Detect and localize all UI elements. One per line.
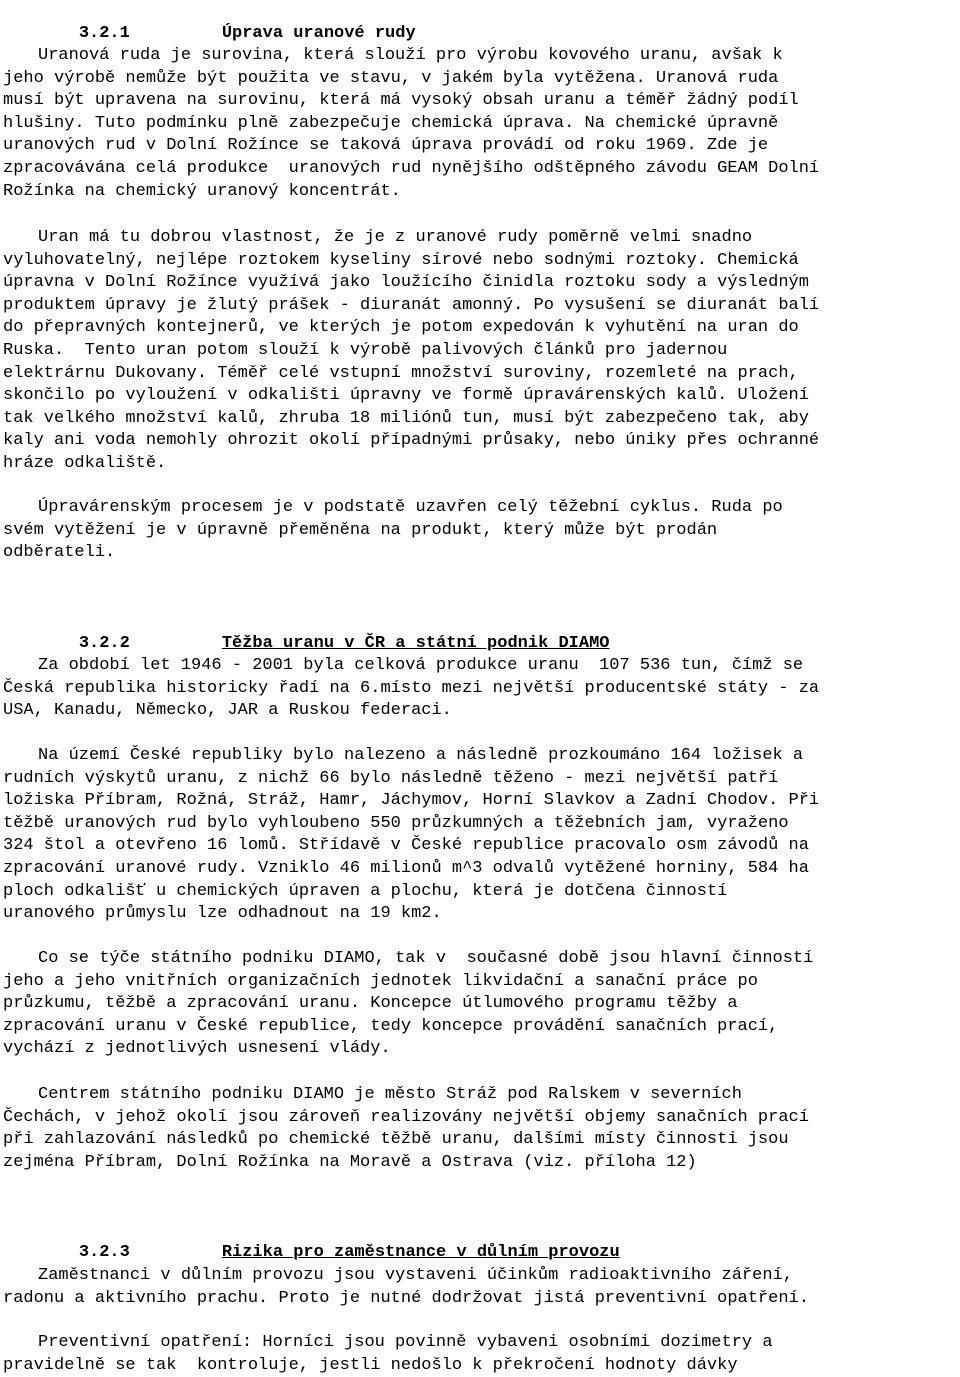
text-line: průzkumu, těžbě a zpracování uranu. Koncepce útlumového programu těžby a (3, 994, 738, 1014)
text-line: při zahlazování následků po chemické těžbě uranu, dalšími místy činnosti jsou (3, 1130, 789, 1150)
paragraph (3, 948, 813, 1061)
text-line: Uranová ruda je surovina, která slouží pro výrobu kovového uranu, avšak k (38, 46, 783, 65)
paragraph (3, 655, 819, 723)
section-title: Úprava uranové rudy (221, 23, 416, 43)
text-line: uranového průmyslu lze odhadnout na 19 km2. (3, 904, 442, 924)
text-line: odběrateli. (3, 543, 116, 563)
text-line: radonu a aktivního prachu. Proto je nutné dodržovat jistá preventivní opatření. (3, 1288, 809, 1308)
text-line: Uran má tu dobrou vlastnost, že je z uranové rudy poměrně velmi snadno (38, 228, 753, 247)
text-line: zpracovávána celá produkce uranových rud nynějšího odštěpného závodu GEAM Dolní (3, 158, 820, 178)
text-line: ploch odkališť u chemických úpraven a plochu, která je dotčena činností (3, 881, 728, 901)
text-line: ložiska Příbram, Rožná, Stráž, Hamr, Jáchymov, Horní Slavkov a Zadní Chodov. Při (3, 791, 820, 811)
text-line: Co se týče státního podniku DIAMO, tak v současné době jsou hlavní činností (38, 949, 814, 968)
text-line: Centrem státního podniku DIAMO je město Stráž pod Ralskem v severních (38, 1085, 742, 1104)
text-line: Čechách, v jehož okolí jsou zároveň realizovány největší objemy sanačních prací (3, 1107, 809, 1127)
text-line: vyluhovatelný, nejlépe roztokem kyseliny sírové nebo sodnými roztoky. Chemická (3, 250, 799, 270)
paragraph (3, 1265, 809, 1310)
text-line: svém vytěžení je v úpravně přeměněna na produkt, který může být prodán (3, 520, 718, 540)
text-line: Zaměstnanci v důlním provozu jsou vystaveni účinkům radioaktivního záření, (38, 1266, 793, 1285)
text-line: 324 štol a otevřeno 16 lomů. Střídavě v České republice pracovalo osm závodů na (3, 836, 809, 856)
section-number: 3.2.3 (78, 1242, 130, 1262)
paragraph (3, 497, 783, 565)
paragraph (3, 227, 819, 476)
text-line: Česká republika historicky řadí na 6.místo mezi největší producentské státy - za (3, 678, 820, 698)
paragraph (3, 745, 819, 926)
text-line: USA, Kanadu, Německo, JAR a Ruskou federaci. (3, 701, 452, 721)
text-line: hráze odkaliště. (3, 453, 167, 473)
paragraph (3, 1332, 773, 1377)
text-line: zejména Příbram, Dolní Rožínka na Moravě a Ostrava (viz. příloha 12) (3, 1152, 697, 1172)
text-line: zpracování uranové rudy. Vzniklo 46 milionů m^3 odvalů vytěžené horniny, 584 ha (3, 858, 809, 878)
text-line: Úpravárenským procesem je v podstatě uzavřen celý těžební cyklus. Ruda po (38, 498, 783, 517)
text-line: uranových rud v Dolní Rožínce se taková úprava provádí od roku 1969. Zde je (3, 136, 769, 156)
text-line: Za období let 1946 - 2001 byla celková produkce uranu 107 536 tun, čímž se (38, 656, 804, 675)
text-line: jeho výrobě nemůže být použita ve stavu, v jakém byla vytěžena. Uranová ruda (3, 68, 779, 88)
text-line: Rožínka na chemický uranový koncentrát. (3, 181, 401, 201)
text-line: elektrárnu Dukovany. Téměř celé vstupní množství suroviny, rozemleté na prach, (3, 363, 799, 383)
text-line: těžbě uranových rud bylo vyhloubeno 550 průzkumných a těžebních jam, vyraženo (3, 813, 789, 833)
text-line: zpracování uranu v České republice, tedy koncepce provádění sanačních prací, (3, 1016, 779, 1036)
text-line: kaly ani voda nemohly ohrozit okolí případnými průsaky, nebo úniky přes ochranné (3, 431, 820, 451)
text-line: Preventivní opatření: Horníci jsou povinně vybaveni osobními dozimetry a (38, 1333, 773, 1352)
section-number: 3.2.1 (78, 23, 130, 43)
section-title: Rizika pro zaměstnance v důlním provozu (221, 1242, 620, 1262)
text-line: Na území České republiky bylo nalezeno a následně prozkoumáno 164 ložisek a (38, 746, 804, 765)
text-line: vychází z jednotlivých usnesení vlády. (3, 1039, 391, 1059)
text-line: musí být upravena na surovinu, která má vysoký obsah uranu a téměř žádný podíl (3, 91, 799, 111)
text-line: rudních výskytů uranu, z nichž 66 bylo následně těženo - mezi největší patří (3, 768, 779, 788)
section-title: Těžba uranu v ČR a státní podnik DIAMO (221, 633, 610, 653)
text-line: do přepravných kontejnerů, ve kterých je potom expedován k vyhutění na uran do (3, 318, 799, 338)
text-line: Ruska. Tento uran potom slouží k výrobě palivových článků pro jadernou (3, 340, 728, 360)
text-line: pravidelně se tak kontroluje, jestli nedošlo k překročení hodnoty dávky (3, 1355, 738, 1375)
text-line: hlušiny. Tuto podmínku plně zabezpečuje chemická úprava. Na chemické úpravně (3, 113, 779, 133)
text-line: tak velkého množství kalů, zhruba 18 miliónů tun, musí být zabezpečeno tak, aby (3, 408, 809, 428)
text-line: úpravna v Dolní Rožínce využívá jako loužícího činidla roztoku sody a výsledným (3, 273, 809, 293)
section-number: 3.2.2 (78, 633, 130, 653)
text-line: jeho a jeho vnitřních organizačních jednotek likvidační a sanační práce po (3, 971, 758, 991)
paragraph (3, 45, 819, 203)
text-line: produktem úpravy je žlutý prášek - diuranát amonný. Po vysušení se diuranát balí (3, 295, 820, 315)
text-line: skončilo po vyloužení v odkališti úpravny ve formě úpravárenských kalů. Uložení (3, 386, 809, 406)
paragraph (3, 1084, 809, 1174)
